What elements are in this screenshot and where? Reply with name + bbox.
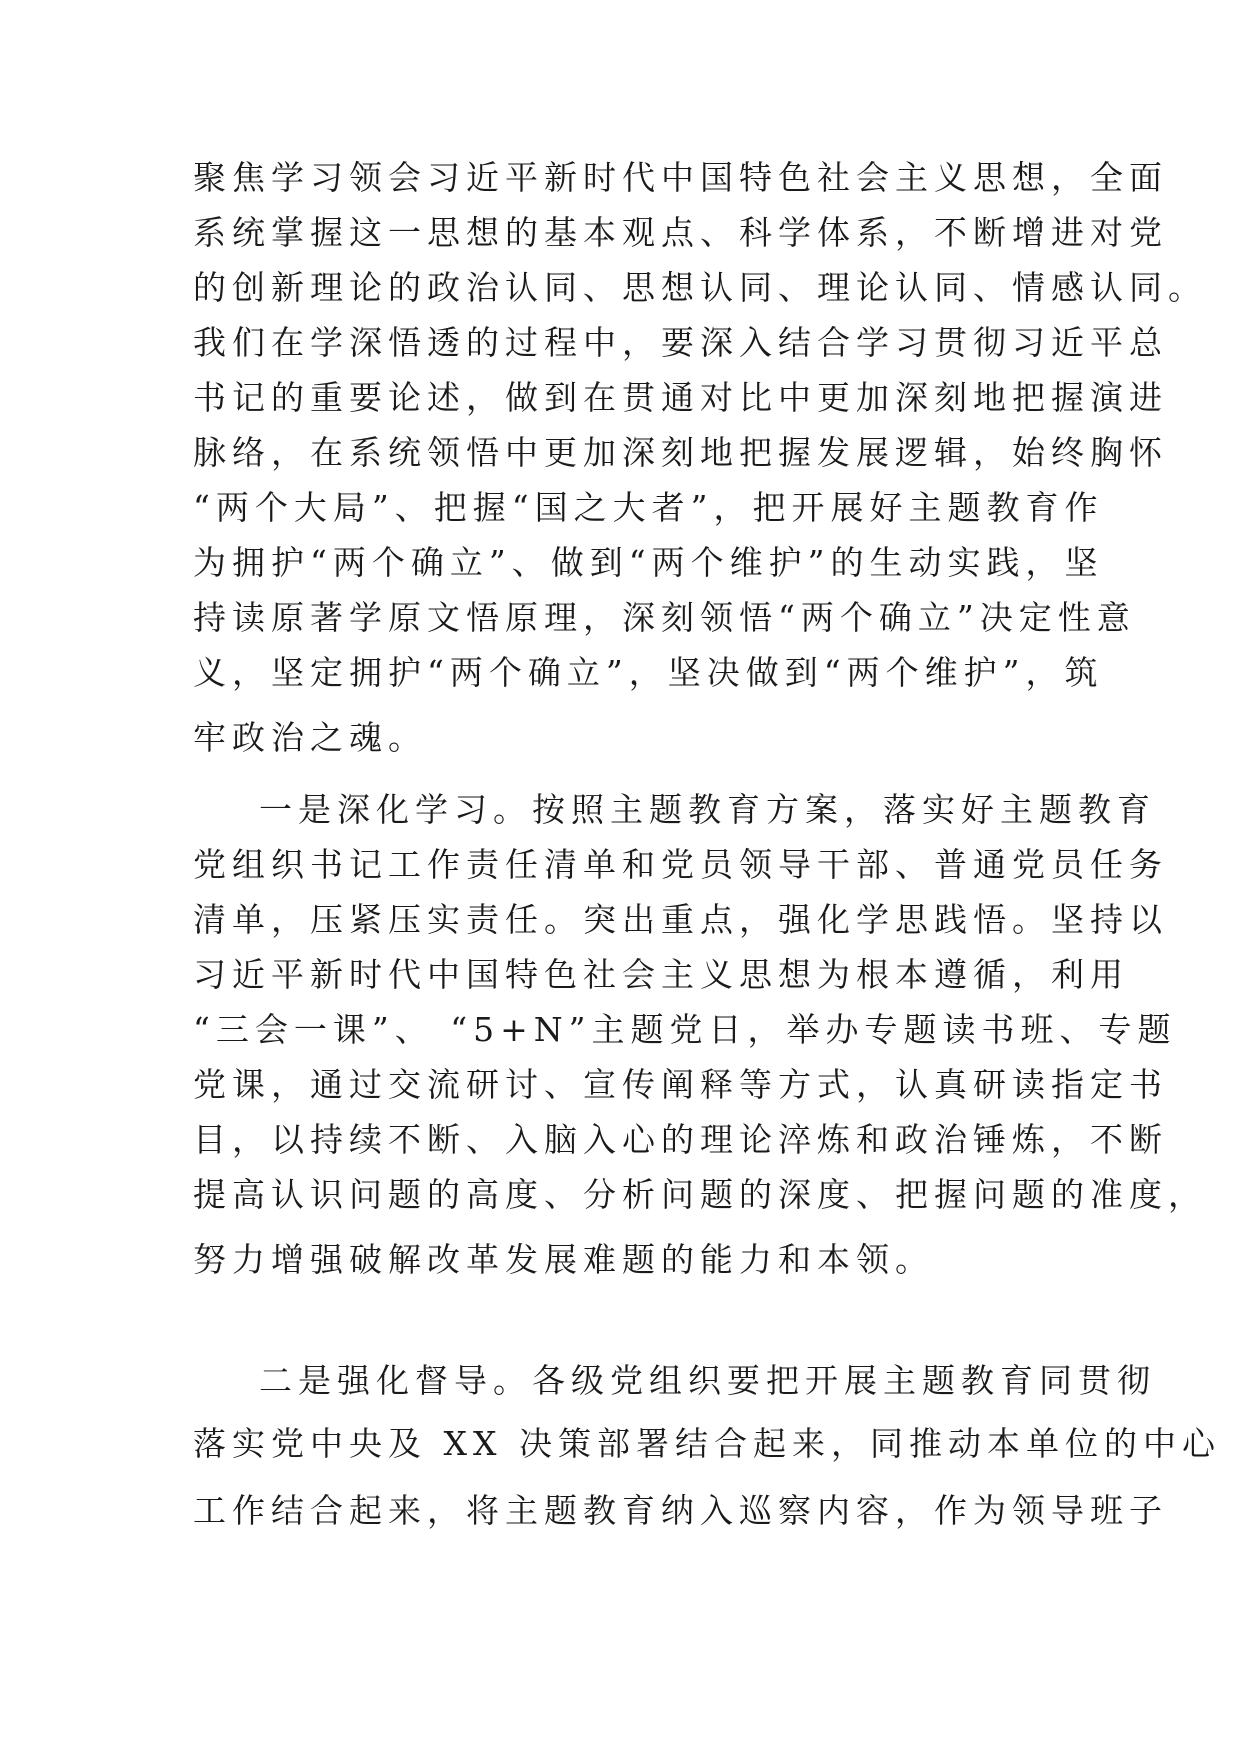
text-line: 持读原著学原文悟原理，深刻领悟“两个确立”决定性意 [193,598,1136,637]
text-line: 为拥护“两个确立”、做到“两个维护”的生动实践，坚 [193,543,1104,582]
text-line: 提高认识问题的高度、分析问题的深度、把握问题的准度， [193,1175,1207,1214]
text-line: 努力增强破解改革发展难题的能力和本领。 [193,1240,934,1279]
text-line: “两个大局”、把握“国之大者”，把开展好主题教育作 [193,488,1104,527]
text-line: 义，坚定拥护“两个确立”，坚决做到“两个维护”，筑 [193,653,1104,692]
text-line: 系统掌握这一思想的基本观点、科学体系，不断增进对党 [193,213,1168,252]
paragraph-2 [193,782,1207,1287]
text-line: 清单，压紧压实责任。突出重点，强化学思践悟。坚持以 [193,900,1168,939]
text-line: 二是强化督导。各级党组织要把开展主题教育同贯彻 [259,1361,1156,1400]
text-line: 牢政治之魂。 [193,718,427,757]
text-line: 习近平新时代中国特色社会主义思想为根本遵循，利用 [193,955,1129,994]
paragraph-1 [193,150,1207,765]
text-line: “三会一课”、 “5+N”主题党日，举办专题读书班、专题 [193,1010,1177,1049]
text-line: 书记的重要论述，做到在贯通对比中更加深刻地把握演进 [193,378,1168,417]
text-line: 工作结合起来，将主题教育纳入巡察内容，作为领导班子 [193,1491,1168,1530]
text-line: 我们在学深悟透的过程中，要深入结合学习贯彻习近平总 [193,323,1168,362]
text-line: 党组织书记工作责任清单和党员领导干部、普通党员任务 [193,845,1168,884]
text-line: 党课，通过交流研讨、宣传阐释等方式，认真研读指定书 [193,1065,1168,1104]
text-line: 聚焦学习领会习近平新时代中国特色社会主义思想，全面 [193,158,1168,197]
text-line: 一是深化学习。按照主题教育方案，落实好主题教育 [259,790,1156,829]
text-line: 脉络，在系统领悟中更加深刻地把握发展逻辑，始终胸怀 [193,433,1168,472]
paragraph-3 [193,1353,1221,1538]
text-line: 的创新理论的政治认同、思想认同、理论认同、情感认同。 [193,268,1207,307]
text-line: 目，以持续不断、入脑入心的理论淬炼和政治锤炼，不断 [193,1120,1168,1159]
text-line: 落实党中央及 XX 决策部署结合起来，同推动本单位的中心 [193,1424,1221,1463]
